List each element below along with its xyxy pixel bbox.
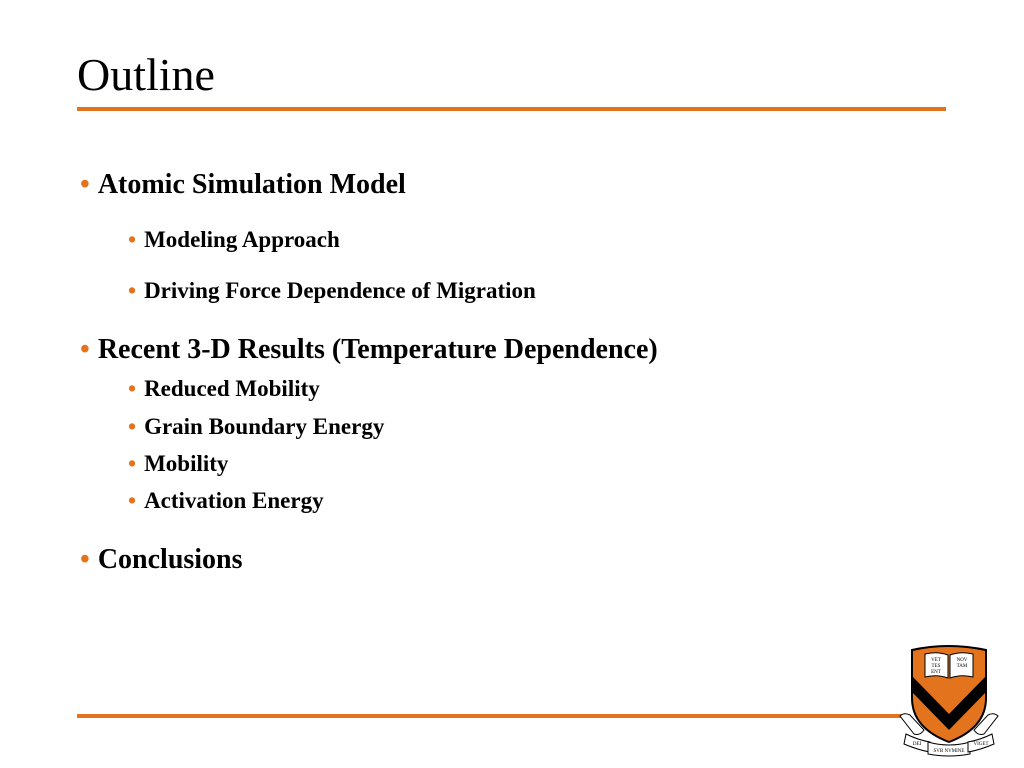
outline-subitem-reduced-mobility <box>128 375 320 403</box>
outline-subitem-activation-energy <box>128 487 324 515</box>
outline-item-atomic-simulation-model <box>80 168 406 202</box>
outline-item-label: Atomic Simulation Model <box>97 169 406 200</box>
outline-item-label: Recent 3-D Results (Temperature Dependence) <box>97 334 658 365</box>
outline-subitem-modeling-approach <box>128 226 340 254</box>
bullet-icon: • <box>80 334 90 365</box>
bullet-icon: • <box>128 451 137 476</box>
outline-item-label: Reduced Mobility <box>144 376 320 401</box>
svg-text:ENT: ENT <box>931 670 941 675</box>
outline-item-label: Activation Energy <box>144 488 324 513</box>
slide-title: Outline <box>77 49 215 100</box>
svg-text:NOV: NOV <box>956 658 968 663</box>
footer-divider <box>77 714 905 718</box>
bullet-icon: • <box>128 414 137 439</box>
svg-text:VET: VET <box>931 658 941 663</box>
outline-subitem-driving-force <box>128 277 536 305</box>
title-divider <box>77 107 946 111</box>
bullet-icon: • <box>80 544 90 575</box>
bullet-icon: • <box>128 488 137 513</box>
outline-item-label: Mobility <box>144 451 229 476</box>
outline-item-label: Conclusions <box>97 544 243 575</box>
outline-item-label: Driving Force Dependence of Migration <box>144 278 536 303</box>
bullet-icon: • <box>128 376 137 401</box>
bullet-icon: • <box>80 169 90 200</box>
outline-subitem-grain-boundary-energy <box>128 413 384 441</box>
svg-text:VIGET: VIGET <box>973 742 989 747</box>
svg-text:SVB NVMINE: SVB NVMINE <box>933 749 965 754</box>
svg-text:TES: TES <box>931 664 941 669</box>
outline-item-recent-3d-results <box>80 333 658 367</box>
outline-item-label: Grain Boundary Energy <box>144 414 385 439</box>
bullet-icon: • <box>128 227 137 252</box>
svg-text:TAM: TAM <box>956 664 968 669</box>
bullet-icon: • <box>128 278 137 303</box>
princeton-shield-icon <box>898 642 1000 758</box>
outline-item-label: Modeling Approach <box>144 227 340 252</box>
outline-item-conclusions <box>80 543 243 577</box>
outline-subitem-mobility <box>128 450 228 478</box>
svg-text:DEI: DEI <box>912 742 922 747</box>
